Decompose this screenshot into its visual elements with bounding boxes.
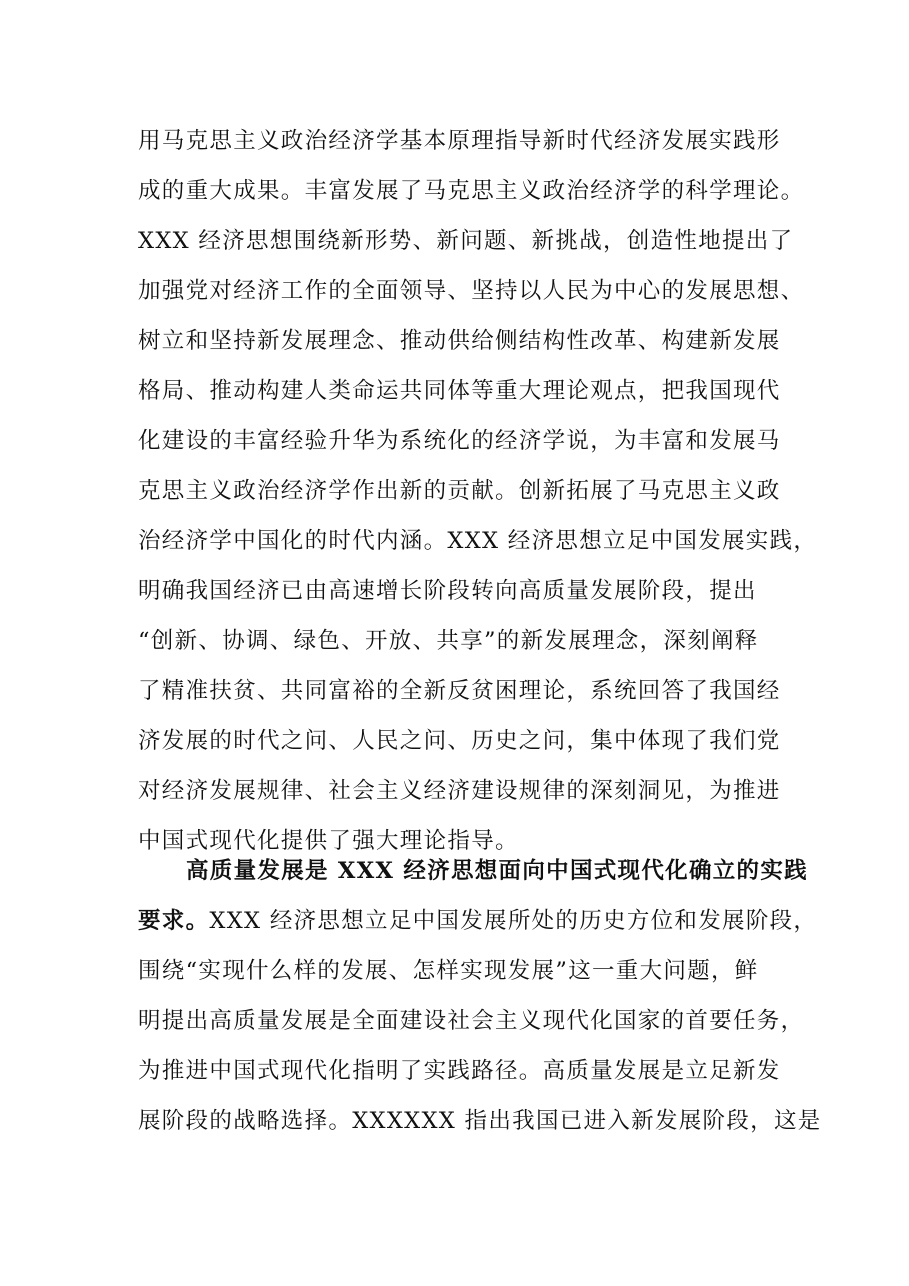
paragraph-line: 围绕“实现什么样的发展、怎样实现发展”这一重大问题，鲜 — [138, 958, 759, 984]
paragraph-text: XXX 经济思想立足中国发展所处的历史方位和发展阶段， — [209, 908, 818, 934]
paragraph-line: 明提出高质量发展是全面建设社会主义现代化国家的首要任务， — [138, 1008, 805, 1034]
paragraph-line: 济发展的时代之问、人民之问、历史之问，集中体现了我们党 — [138, 728, 781, 754]
paragraph-line: 成的重大成果。丰富发展了马克思主义政治经济学的科学理论。 — [138, 178, 805, 204]
paragraph-line: XXX 经济思想围绕新形势、新问题、新挑战，创造性地提出了 — [138, 228, 794, 254]
paragraph-line: 明确我国经济已由高速增长阶段转向高质量发展阶段，提出 — [138, 578, 757, 604]
paragraph-line: 用马克思主义政治经济学基本原理指导新时代经济发展实践形 — [138, 128, 781, 154]
paragraph-line: 格局、推动构建人类命运共同体等重大理论观点，把我国现代 — [138, 378, 781, 404]
section-heading-end: 要求。 — [138, 908, 210, 934]
paragraph-line: 树立和坚持新发展理念、推动供给侧结构性改革、构建新发展 — [138, 328, 781, 354]
paragraph-line: “创新、协调、绿色、开放、共享”的新发展理念，深刻阐释 — [138, 628, 759, 654]
paragraph-line: 为推进中国式现代化指明了实践路径。高质量发展是立足新发 — [138, 1058, 781, 1084]
paragraph-line: 展阶段的战略选择。XXXXXX 指出我国已进入新发展阶段，这是 — [138, 1108, 822, 1134]
paragraph-line: 中国式现代化提供了强大理论指导。 — [138, 828, 519, 854]
paragraph-line — [138, 906, 817, 936]
paragraph-line: 了精准扶贫、共同富裕的全新反贫困理论，系统回答了我国经 — [138, 678, 781, 704]
paragraph-line: 治经济学中国化的时代内涵。XXX 经济思想立足中国发展实践， — [138, 528, 818, 554]
paragraph-line: 对经济发展规律、社会主义经济建设规律的深刻洞见，为推进 — [138, 778, 781, 804]
paragraph-line: 加强党对经济工作的全面领导、坚持以人民为中心的发展思想、 — [138, 278, 805, 304]
paragraph-line: 克思主义政治经济学作出新的贡献。创新拓展了马克思主义政 — [138, 478, 781, 504]
paragraph-line: 化建设的丰富经验升华为系统化的经济学说，为丰富和发展马 — [138, 428, 781, 454]
section-heading: 高质量发展是 XXX 经济思想面向中国式现代化确立的实践 — [186, 858, 808, 884]
